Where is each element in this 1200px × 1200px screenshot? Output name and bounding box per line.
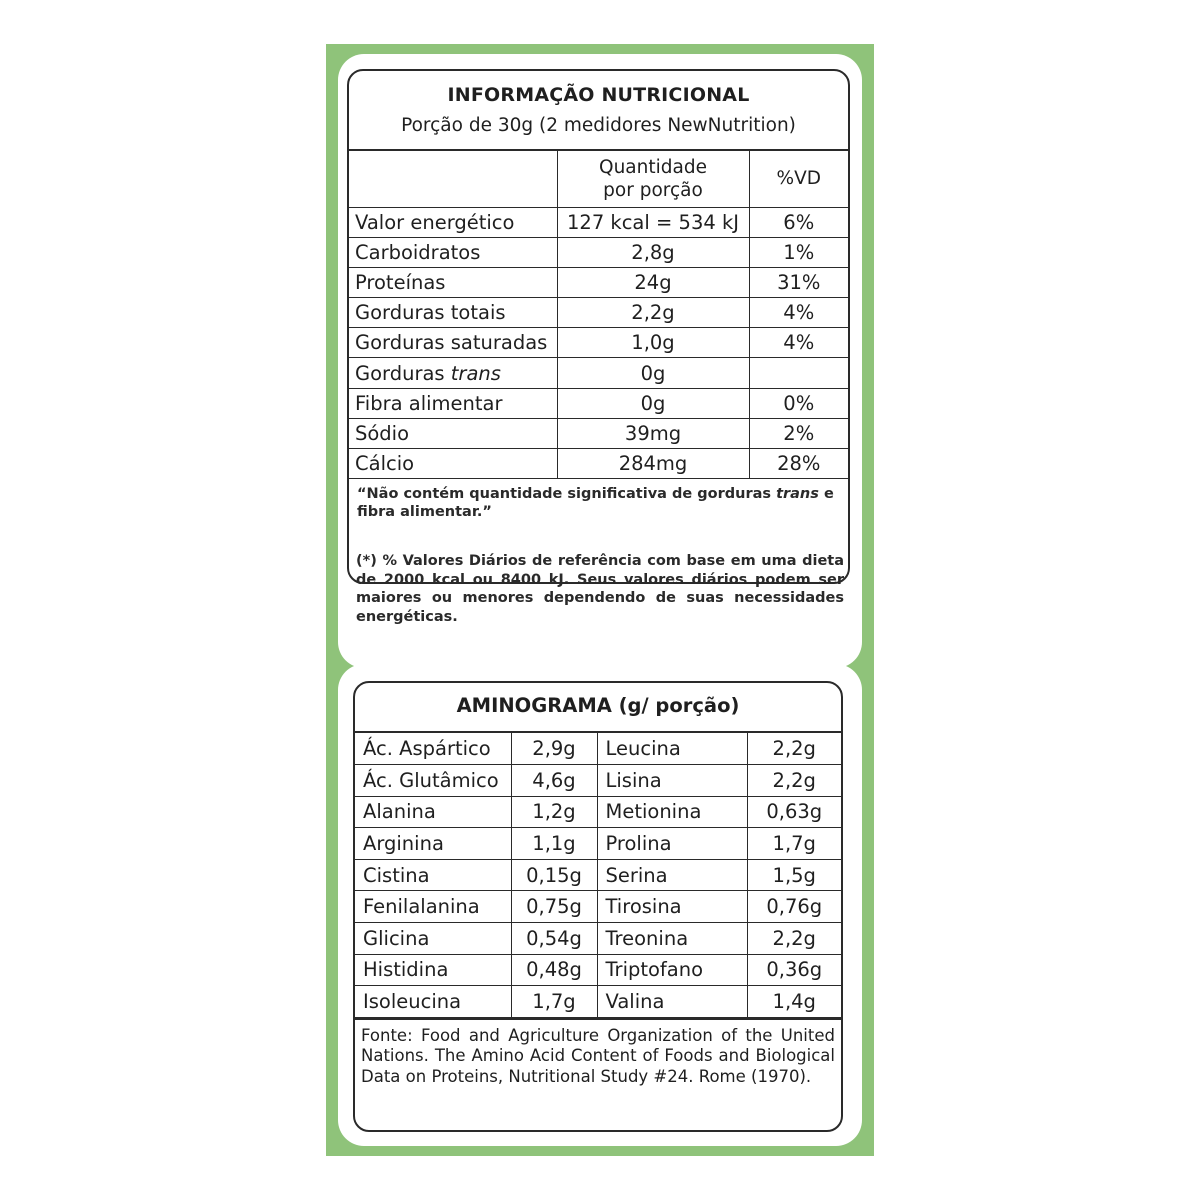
nutrition-title: INFORMAÇÃO NUTRICIONAL: [447, 84, 750, 106]
table-row: [355, 923, 841, 955]
nutrient-name: Gorduras saturadas: [349, 328, 557, 358]
header-vd: %VD: [749, 151, 848, 207]
nutrient-amount: 24g: [557, 267, 749, 297]
nutrient-vd: 2%: [749, 418, 848, 448]
table-row: [349, 207, 848, 237]
amino-acid-name: Arginina: [355, 828, 511, 860]
nutrient-vd: 0%: [749, 388, 848, 418]
table-row: [355, 796, 841, 828]
aminogram-card: [353, 681, 843, 1132]
amino-acid-value: 1,2g: [511, 796, 597, 828]
nutrient-name: Proteínas: [349, 267, 557, 297]
nutrient-name: Fibra alimentar: [349, 388, 557, 418]
aminogram-title: AMINOGRAMA (g/ porção): [355, 683, 841, 733]
nutrient-amount: 2,2g: [557, 298, 749, 328]
table-row: [349, 418, 848, 448]
table-row: [349, 237, 848, 267]
amino-acid-value: 2,9g: [511, 733, 597, 765]
amino-acid-value: 0,54g: [511, 923, 597, 955]
nutrient-name: Carboidratos: [349, 237, 557, 267]
amino-acid-value: 4,6g: [511, 765, 597, 797]
table-row: [349, 328, 848, 358]
amino-acid-value: 0,75g: [511, 891, 597, 923]
table-row: [355, 828, 841, 860]
trans-fat-note: “Não contém quantidade significativa de gorduras trans e fibra alimentar.”: [357, 486, 834, 520]
nutrition-facts-card: [347, 69, 850, 584]
table-row: [355, 733, 841, 765]
amino-acid-name: Tirosina: [597, 891, 747, 923]
nutrient-vd: 28%: [749, 449, 848, 479]
nutrient-name: Cálcio: [349, 449, 557, 479]
nutrient-amount: 1,0g: [557, 328, 749, 358]
nutrient-amount: 39mg: [557, 418, 749, 448]
nutrient-name: Gorduras trans: [349, 358, 557, 388]
nutrient-amount: 127 kcal = 534 kJ: [557, 207, 749, 237]
amino-acid-value: 2,2g: [747, 765, 841, 797]
nutrient-amount: 0g: [557, 388, 749, 418]
nutrient-vd: 6%: [749, 207, 848, 237]
header-quantity: Quantidade por porção: [557, 151, 749, 207]
table-row: [355, 891, 841, 923]
label-frame: [326, 44, 874, 1156]
amino-acid-value: 0,63g: [747, 796, 841, 828]
amino-acid-value: 1,7g: [511, 986, 597, 1018]
nutrient-amount: 284mg: [557, 449, 749, 479]
daily-value-reference: (*) % Valores Diários de referência com base em uma dieta de 2000 kcal ou 8400 kJ. Seus valores diários podem ser maiores ou menores dependendo de suas necessidades energéticas.: [356, 553, 844, 625]
table-row: [349, 298, 848, 328]
amino-acid-name: Glicina: [355, 923, 511, 955]
amino-acid-value: 1,4g: [747, 986, 841, 1018]
amino-acid-value: 0,36g: [747, 954, 841, 986]
amino-acid-value: 1,5g: [747, 859, 841, 891]
amino-acid-name: Fenilalanina: [355, 891, 511, 923]
nutrient-amount: 2,8g: [557, 237, 749, 267]
nutrition-header: [349, 71, 848, 151]
header-empty-cell: [349, 151, 557, 207]
table-row: [349, 388, 848, 418]
nutrition-table: [349, 151, 848, 479]
amino-acid-name: Leucina: [597, 733, 747, 765]
amino-acid-name: Valina: [597, 986, 747, 1018]
amino-acid-value: 1,7g: [747, 828, 841, 860]
nutrient-name: Sódio: [349, 418, 557, 448]
amino-acid-name: Treonina: [597, 923, 747, 955]
nutrient-vd: [749, 358, 848, 388]
table-row: [355, 954, 841, 986]
nutrient-amount: 0g: [557, 358, 749, 388]
amino-acid-name: Triptofano: [597, 954, 747, 986]
nutrient-vd: 4%: [749, 328, 848, 358]
serving-size: Porção de 30g (2 medidores NewNutrition): [401, 115, 796, 136]
nutrition-table-header: [349, 151, 848, 207]
amino-acid-name: Isoleucina: [355, 986, 511, 1018]
nutrient-name: Valor energético: [349, 207, 557, 237]
amino-acid-value: 2,2g: [747, 923, 841, 955]
table-row: [355, 765, 841, 797]
amino-acid-name: Ác. Aspártico: [355, 733, 511, 765]
amino-acid-value: 1,1g: [511, 828, 597, 860]
table-row: [349, 267, 848, 297]
aminogram-table: [355, 733, 841, 1018]
amino-acid-name: Serina: [597, 859, 747, 891]
amino-acid-name: Metionina: [597, 796, 747, 828]
table-row: [355, 859, 841, 891]
table-row: [349, 358, 848, 388]
amino-acid-name: Lisina: [597, 765, 747, 797]
amino-acid-name: Histidina: [355, 954, 511, 986]
nutrient-vd: 31%: [749, 267, 848, 297]
nutrient-name: Gorduras totais: [349, 298, 557, 328]
source-citation: Fonte: Food and Agriculture Organization of the United Nations. The Amino Acid Content of Foods and Biological Data on Proteins, Nutritional Study #24. Rome (1970).: [355, 1018, 841, 1094]
table-row: [349, 449, 848, 479]
amino-acid-value: 0,76g: [747, 891, 841, 923]
amino-acid-value: 0,15g: [511, 859, 597, 891]
amino-acid-name: Ác. Glutâmico: [355, 765, 511, 797]
nutrient-vd: 1%: [749, 237, 848, 267]
amino-acid-name: Alanina: [355, 796, 511, 828]
amino-acid-value: 2,2g: [747, 733, 841, 765]
table-row: [355, 986, 841, 1018]
amino-acid-name: Prolina: [597, 828, 747, 860]
nutrient-vd: 4%: [749, 298, 848, 328]
amino-acid-value: 0,48g: [511, 954, 597, 986]
amino-acid-name: Cistina: [355, 859, 511, 891]
